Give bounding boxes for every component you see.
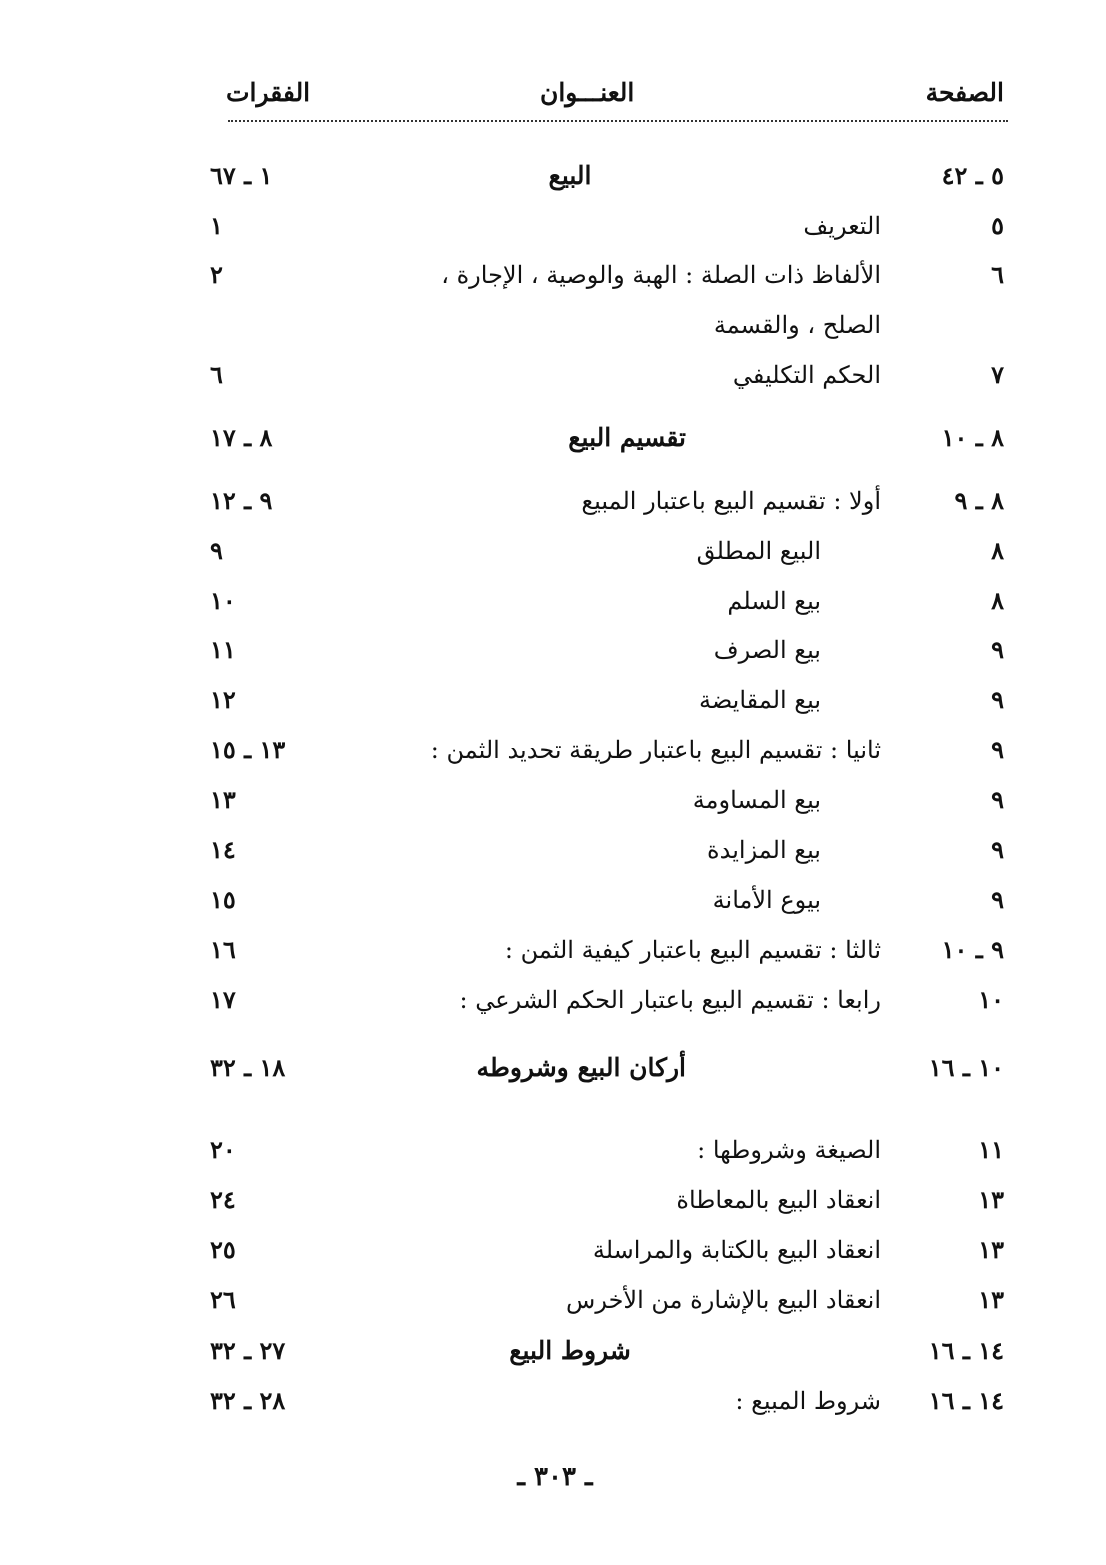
toc-paragraph-ref: ٢٥ (210, 1235, 236, 1264)
toc-paragraph-ref: ١٠ (210, 586, 236, 615)
toc-page-ref: ٩ (991, 885, 1004, 914)
title-column-header: العنـــوان (540, 78, 635, 107)
toc-row (0, 877, 1106, 923)
toc-entry-title: بيع المزايدة (707, 836, 821, 864)
toc-paragraph-ref: ٢٠ (210, 1135, 236, 1164)
toc-section-title: تقسيم البيع (568, 423, 686, 452)
toc-row (0, 528, 1106, 574)
toc-page-ref: ٧ (991, 360, 1004, 389)
toc-section-title: شروط البيع (509, 1336, 631, 1365)
toc-paragraph-ref: ٢٦ (210, 1285, 236, 1314)
toc-entry-title: الحكم التكليفي (732, 361, 881, 389)
toc-entry-title: بيوع الأمانة (712, 886, 821, 914)
toc-entry-title: انعقاد البيع بالإشارة من الأخرس (566, 1286, 881, 1314)
toc-page-ref: ٩ (991, 635, 1004, 664)
toc-page-ref: ١٠ ـ ١٦ (928, 1053, 1004, 1082)
toc-entry-title: الصيغة وشروطها : (697, 1136, 881, 1164)
page-number: ـ ٣٠٣ ـ (517, 1462, 593, 1492)
toc-entry-title: ثانيا : تقسيم البيع باعتبار طريقة تحديد الثمن : (430, 736, 881, 764)
toc-entry-title: التعريف (803, 212, 881, 240)
toc-page-ref: ٨ ـ ٩ (954, 486, 1004, 515)
toc-page-ref: ٥ (991, 211, 1004, 240)
toc-paragraph-ref: ١٣ ـ ١٥ (210, 735, 286, 764)
toc-page-ref: ١٣ (978, 1285, 1004, 1314)
toc-paragraph-ref: ١٧ (210, 985, 236, 1014)
toc-row (0, 1277, 1106, 1323)
toc-paragraph-ref: ١١ (210, 635, 236, 664)
toc-row (0, 1045, 1106, 1091)
toc-entry-title: انعقاد البيع بالكتابة والمراسلة (592, 1236, 881, 1264)
toc-page-ref: ٨ (991, 586, 1004, 615)
toc-page-ref: ١٠ (978, 985, 1004, 1014)
toc-row (0, 727, 1106, 773)
toc-paragraph-ref: ٢٧ ـ ٣٢ (210, 1336, 286, 1365)
toc-paragraph-ref: ٩ ـ ١٢ (210, 486, 273, 515)
toc-paragraph-ref: ١ (210, 211, 223, 240)
toc-page-ref: ٥ ـ ٤٢ (941, 161, 1004, 190)
toc-paragraph-ref: ١٥ (210, 885, 236, 914)
toc-paragraph-ref: ٩ (210, 536, 223, 565)
toc-entry-title: ثالثا : تقسيم البيع باعتبار كيفية الثمن : (504, 936, 881, 964)
toc-paragraph-ref: ١٢ (210, 685, 236, 714)
toc-row (0, 927, 1106, 973)
toc-page-ref: ١٣ (978, 1235, 1004, 1264)
toc-page-ref: ٩ (991, 785, 1004, 814)
toc-row (0, 1328, 1106, 1374)
toc-row (0, 153, 1106, 199)
toc-row (0, 1378, 1106, 1424)
toc-section-title: البيع (548, 161, 592, 190)
toc-row (0, 1227, 1106, 1273)
toc-paragraph-ref: ٢ (210, 260, 223, 289)
toc-row (0, 415, 1106, 461)
toc-page-ref: ٩ (991, 735, 1004, 764)
toc-page-ref: ٦ (991, 260, 1004, 289)
page-column-header: الصفحة (925, 78, 1004, 107)
toc-page-ref: ٩ (991, 835, 1004, 864)
toc-paragraph-ref: ٢٨ ـ ٣٢ (210, 1386, 286, 1415)
toc-row (0, 627, 1106, 673)
header-dotted-rule (228, 120, 1008, 122)
toc-section-title: أركان البيع وشروطه (476, 1053, 686, 1082)
toc-row (0, 1127, 1106, 1173)
toc-page-ref: ٨ ـ ١٠ (941, 423, 1004, 452)
paragraphs-column-header: الفقرات (226, 78, 311, 107)
toc-entry-title: بيع السلم (727, 587, 821, 615)
toc-row (0, 777, 1106, 823)
toc-page-ref: ١٤ ـ ١٦ (928, 1336, 1004, 1365)
toc-page-ref: ٩ (991, 685, 1004, 714)
toc-row (0, 478, 1106, 524)
toc-entry-title: أولا : تقسيم البيع باعتبار المبيع (581, 487, 881, 515)
toc-row (0, 252, 1106, 298)
toc-row (0, 677, 1106, 723)
toc-paragraph-ref: ١ ـ ٦٧ (210, 161, 273, 190)
toc-page-ref: ٨ (991, 536, 1004, 565)
toc-row (0, 977, 1106, 1023)
toc-paragraph-ref: ١٨ ـ ٣٢ (210, 1053, 286, 1082)
toc-paragraph-ref: ١٣ (210, 785, 236, 814)
toc-entry-title: انعقاد البيع بالمعاطاة (676, 1186, 881, 1214)
toc-row (0, 302, 1106, 348)
toc-row (0, 352, 1106, 398)
toc-page-ref: ١١ (978, 1135, 1004, 1164)
toc-paragraph-ref: ٦ (210, 360, 223, 389)
toc-page-ref: ٩ ـ ١٠ (941, 935, 1004, 964)
toc-entry-title: الصلح ، والقسمة (713, 311, 881, 339)
toc-entry-title: بيع الصرف (713, 636, 821, 664)
toc-row (0, 203, 1106, 249)
toc-entry-title: رابعا : تقسيم البيع باعتبار الحكم الشرعي : (459, 986, 881, 1014)
toc-entry-title: بيع المساومة (692, 786, 821, 814)
toc-entry-title: بيع المقايضة (699, 686, 821, 714)
toc-row (0, 578, 1106, 624)
toc-entry-title: شروط المبيع : (735, 1387, 881, 1415)
toc-paragraph-ref: ١٤ (210, 835, 236, 864)
toc-entry-title: الألفاظ ذات الصلة : الهبة والوصية ، الإجارة ، (441, 261, 881, 289)
toc-paragraph-ref: ٢٤ (210, 1185, 236, 1214)
toc-row (0, 827, 1106, 873)
toc-row (0, 1177, 1106, 1223)
toc-page-ref: ١٤ ـ ١٦ (928, 1386, 1004, 1415)
toc-entry-title: البيع المطلق (696, 537, 821, 565)
toc-paragraph-ref: ١٦ (210, 935, 236, 964)
toc-page-ref: ١٣ (978, 1185, 1004, 1214)
toc-paragraph-ref: ٨ ـ ١٧ (210, 423, 273, 452)
